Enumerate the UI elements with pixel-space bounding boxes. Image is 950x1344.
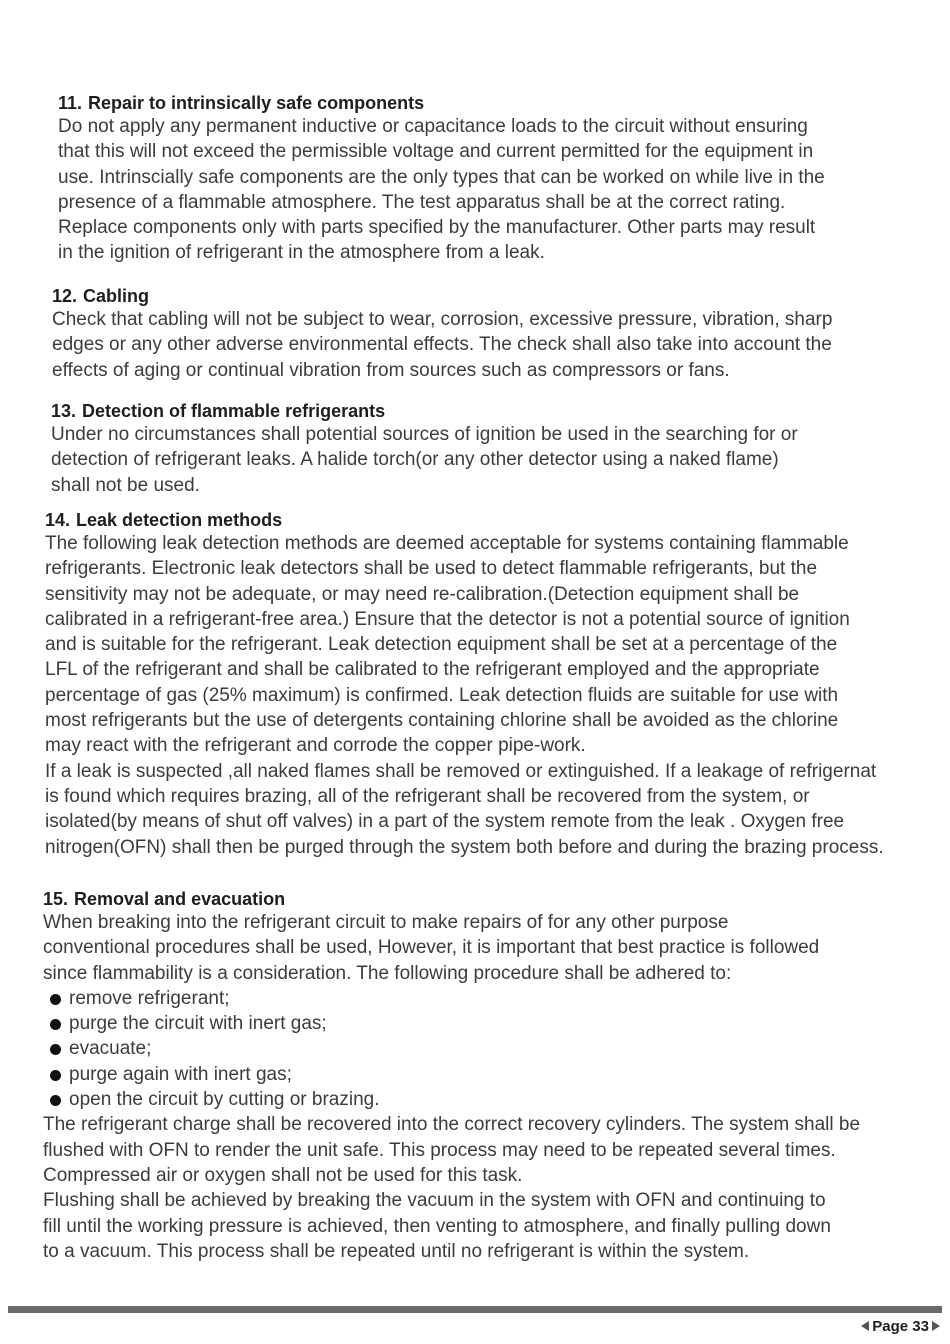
section-title: Detection of flammable refrigerants: [82, 401, 386, 421]
list-item-text: remove refrigerant;: [69, 987, 230, 1009]
list-item-text: purge the circuit with inert gas;: [69, 1013, 327, 1035]
section-12-body: Check that cabling will not be subject to wear, corrosion, excessive pressure, vibration, sharp edges or any other adverse environmental effects. The check shall also take into account the effects of aging or continual vibration from sources such as compressors or fans.: [52, 309, 833, 381]
section-title: Cabling: [83, 286, 150, 306]
section-13-heading: [51, 400, 798, 422]
list-item: [43, 1062, 860, 1087]
section-number: 13.: [51, 401, 77, 421]
list-item-text: purge again with inert gas;: [69, 1063, 292, 1085]
section-15-intro: When breaking into the refrigerant circuit to make repairs of for any other purpose conventional procedures shall be used, However, it is important that best practice is followed since flammability is a consideration. The following procedure shall be adhered to:: [43, 912, 820, 984]
list-item-text: evacuate;: [69, 1038, 152, 1060]
bullet-icon: [50, 994, 61, 1005]
section-12: [52, 285, 832, 383]
next-page-icon[interactable]: [932, 1321, 940, 1331]
section-title: Repair to intrinsically safe components: [88, 93, 425, 113]
section-12-heading: [52, 285, 832, 307]
list-item: [43, 986, 860, 1011]
bullet-icon: [50, 1019, 61, 1030]
section-13: [51, 400, 798, 498]
footer-divider: [8, 1306, 942, 1313]
section-11: [58, 92, 825, 266]
procedure-list: [43, 986, 860, 1112]
section-14-heading: [45, 509, 884, 531]
section-14-body: The following leak detection methods are deemed acceptable for systems containing flammable refrigerants. Electronic leak detectors shall be used to detect flammable refrigerants, but the sensitivity may not be adequate, or may need re-calibration.(Detection equipment shall be calibrated in a refrigerant-free area.) Ensure that the detector is not a potential source of ignition and is suitable for the refrigerant. Leak detection equipment shall be set at a percentage of the LFL of the refrigerant and shall be calibrated to the refrigerant employed and the appropriate percentage of gas (25% maximum) is confirmed. Leak detection fluids are suitable for use with most refrigerants but the use of detergents containing chlorine shall be avoided as the chlorine may react with the refrigerant and corrode the copper pipe-work. If a leak is suspected ,all naked flames shall be removed or extinguished. If a leakage of refrigernat is found which requires brazing, all of the refrigerant shall be recovered from the system, or isolated(by means of shut off valves) in a part of the system remote from the leak . Oxygen free nitrogen(OFN) shall then be purged through the system both before and during the brazing process.: [45, 533, 884, 858]
section-15-heading: [43, 888, 860, 910]
bullet-icon: [50, 1070, 61, 1081]
list-item-text: open the circuit by cutting or brazing.: [69, 1089, 380, 1111]
bullet-icon: [50, 1044, 61, 1055]
list-item: [43, 1087, 860, 1112]
list-item: [43, 1011, 860, 1036]
list-item: [43, 1036, 860, 1061]
section-title: Leak detection methods: [76, 510, 283, 530]
section-number: 12.: [52, 286, 78, 306]
section-number: 14.: [45, 510, 71, 530]
section-number: 15.: [43, 889, 69, 909]
page-number: Page 33: [872, 1317, 929, 1335]
section-15: [43, 888, 860, 1264]
page-navigation: [861, 1316, 940, 1336]
section-15-closing: The refrigerant charge shall be recovered into the correct recovery cylinders. The system shall be flushed with OFN to render the unit safe. This process may need to be repeated several times. Compressed air or oxygen shall not be used for this task. Flushing shall be achieved by breaking the vacuum in the system with OFN and continuing to fill until the working pressure is achieved, then venting to atmosphere, and finally pulling down to a vacuum. This process shall be repeated until no refrigerant is within the system.: [43, 1114, 861, 1262]
section-11-body: Do not apply any permanent inductive or capacitance loads to the circuit without ensuring that this will not exceed the permissible voltage and current permitted for the equipment in use. Intrinscially safe components are the only types that can be worked on while live in the presence of a flammable atmosphere. The test apparatus shall be at the correct rating. Replace components only with parts specified by the manufacturer. Other parts may result in the ignition of refrigerant in the atmosphere from a leak.: [58, 116, 825, 264]
previous-page-icon[interactable]: [861, 1321, 869, 1331]
section-number: 11.: [58, 93, 83, 113]
bullet-icon: [50, 1095, 61, 1106]
section-13-body: Under no circumstances shall potential sources of ignition be used in the searching for or detection of refrigerant leaks. A halide torch(or any other detector using a naked flame) shall not be used.: [51, 424, 798, 496]
section-14: [45, 509, 884, 860]
section-11-heading: [58, 92, 825, 114]
section-title: Removal and evacuation: [74, 889, 286, 909]
